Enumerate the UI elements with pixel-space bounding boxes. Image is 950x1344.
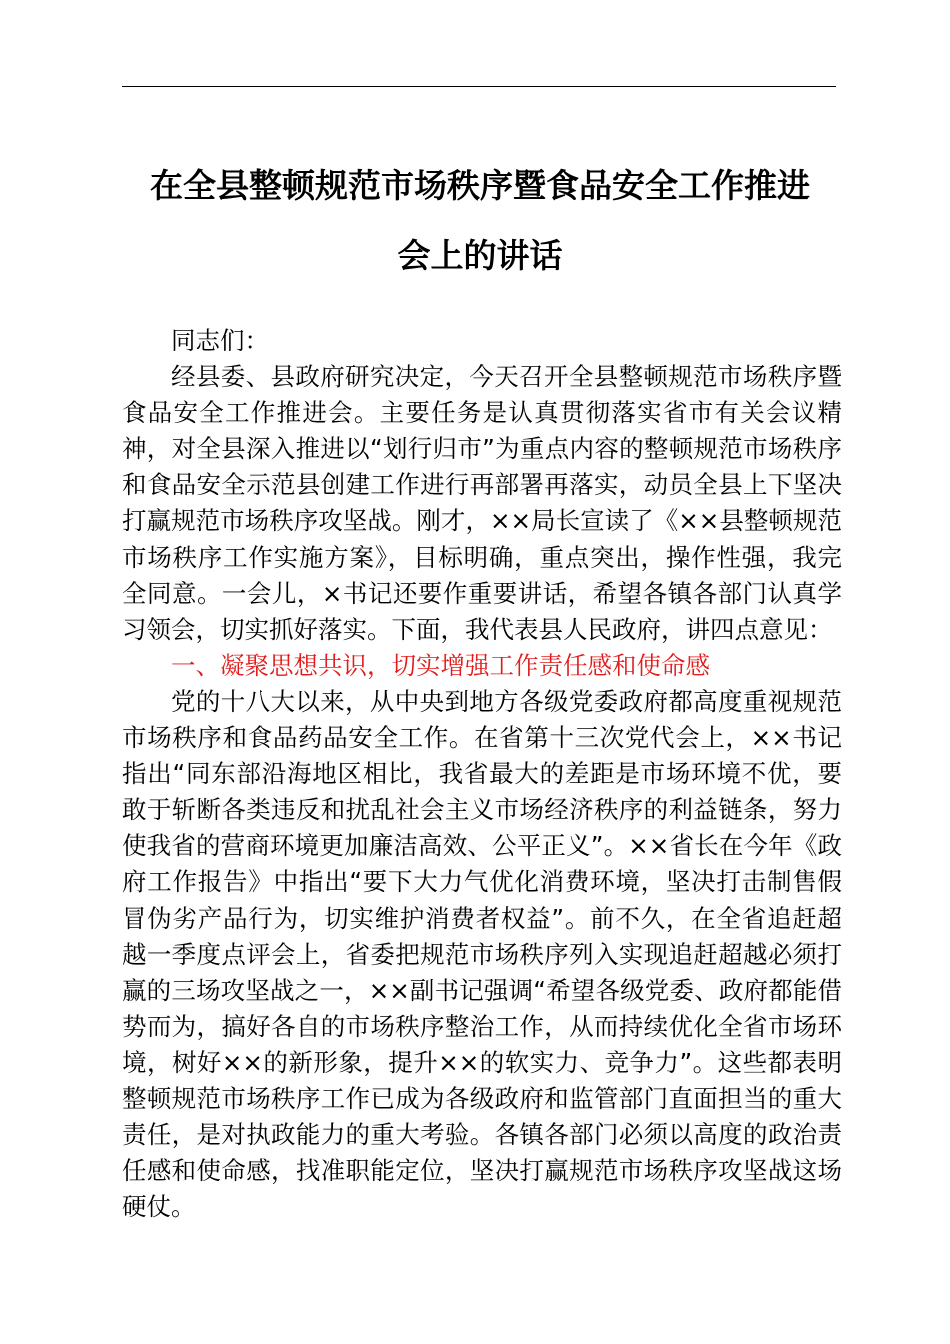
document-title-line-1: 在全县整顿规范市场秩序暨食品安全工作推进 (150, 166, 810, 205)
document-title-line-2: 会上的讲话 (397, 236, 563, 275)
paragraph-intro: 经县委、县政府研究决定，今天召开全县整顿规范市场秩序暨食品安全工作推进会。主要任务是认真贯彻落实省市有关会议精神，对全县深入推进以“划行归市”为重点内容的整顿规范市场秩序和食品安全示范县创建工作进行再部署再落实，动员全县上下坚决打赢规范市场秩序攻坚战。刚才，××局长宣读了《××县整顿规范市场秩序工作实施方案》，目标明确，重点突出，操作性强，我完全同意。一会儿，×书记还要作重要讲话，希望各镇各部门认真学习领会，切实抓好落实。下面，我代表县人民政府，讲四点意见： (122, 362, 842, 644)
section-heading-1: 一、凝聚思想共识，切实增强工作责任感和使命感 (171, 650, 710, 680)
salutation: 同志们： (171, 326, 269, 355)
paragraph-section-1: 党的十八大以来，从中央到地方各级党委政府都高度重视规范市场秩序和食品药品安全工作。在省第十三次党代会上，××书记指出“同东部沿海地区相比，我省最大的差距是市场环境不优，要敢于斩断各类违反和扰乱社会主义市场经济秩序的利益链条，努力使我省的营商环境更加廉洁高效、公平正义”。××省长在今年《政府工作报告》中指出“要下大力气优化消费环境，坚决打击制售假冒伪劣产品行为，切实维护消费者权益”。前不久，在全省追赶超越一季度点评会上，省委把规范市场秩序列入实现追赶超越必须打赢的三场攻坚战之一，××副书记强调“希望各级党委、政府都能借势而为，搞好各自的市场秩序整治工作，从而持续优化全省市场环境，树好××的新形象，提升××的软实力、竞争力”。这些都表明整顿规范市场秩序工作已成为各级政府和监管部门直面担当的重大责任，是对执政能力的重大考验。各镇各部门必须以高度的政治责任感和使命感，找准职能定位，坚决打赢规范市场秩序攻坚战这场硬仗。 (122, 686, 842, 1222)
document-body (122, 323, 842, 1225)
header-rule (122, 86, 836, 87)
